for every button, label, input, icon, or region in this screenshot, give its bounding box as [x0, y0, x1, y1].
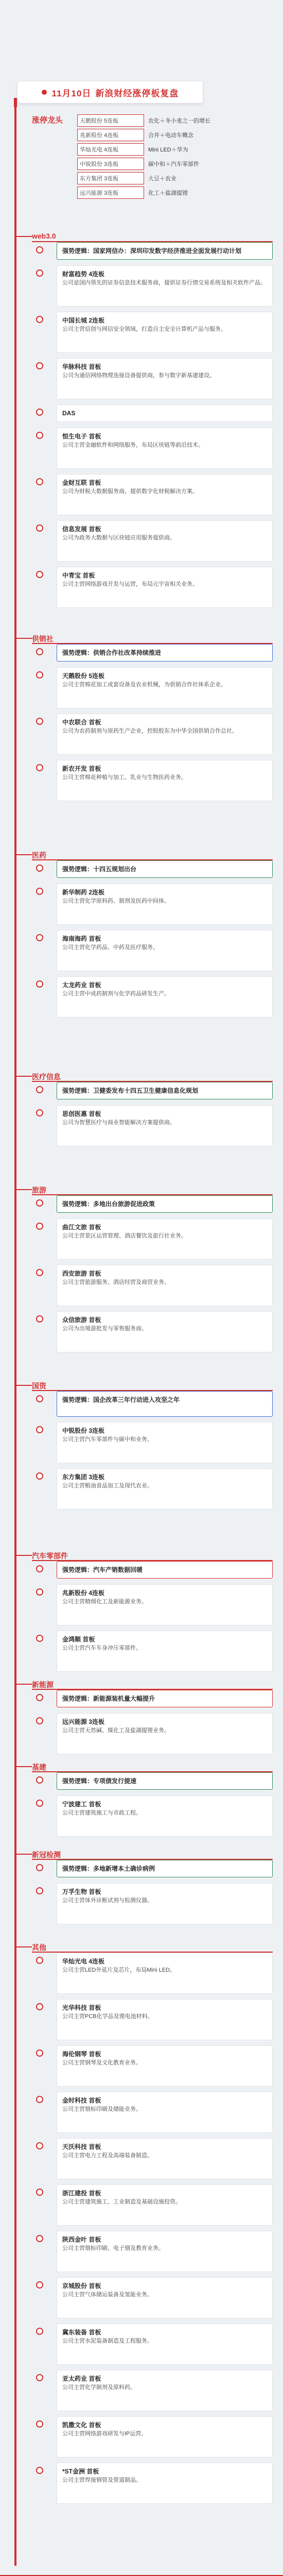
stock-card [57, 1265, 273, 1306]
card-title: 新农开发 首板 [62, 765, 101, 772]
card-node-icon [36, 2235, 43, 2242]
card-title: 冀东装备 首板 [62, 2329, 101, 2336]
stock-card [57, 1953, 273, 1994]
section-title: 基建 [32, 1763, 46, 1771]
overview-row [77, 172, 273, 185]
section-title: web3.0 [32, 232, 56, 240]
card-body: 公司主营金融软件和网络服务，布局区块链等前沿技术。 [62, 442, 204, 448]
stock-card [57, 567, 273, 608]
card-title: 金鸿顺 首板 [62, 1636, 95, 1643]
card-node-icon [36, 2096, 43, 2103]
card-node-icon [36, 2049, 43, 2057]
overview-row-value: 化工＋盐湖提锂 [148, 190, 188, 196]
stock-card [57, 474, 273, 515]
section-branch [16, 638, 32, 639]
card-title: 陕西金叶 首板 [62, 2236, 101, 2243]
stock-card [57, 1883, 273, 1924]
header-title: 新浪财经涨停板复盘 [95, 88, 179, 98]
card-node-icon [36, 1887, 43, 1894]
card-node-icon [36, 1199, 43, 1207]
overview-row [77, 158, 273, 171]
stock-card [57, 1795, 273, 1837]
card-title: 华灿光电 4连板 [62, 1958, 105, 1965]
stock-card [57, 1311, 273, 1352]
card-body: 公司主营化学制剂及原料药。 [62, 2384, 136, 2391]
stock-card [57, 1218, 273, 1260]
card-body: 公司主营化学原料药、制剂及医药中间体。 [62, 898, 170, 904]
card-title: 信息发展 首板 [62, 526, 101, 533]
card-node-icon [36, 1565, 43, 1572]
card-title: 强势逻辑：国家网信办：深圳印发数字经济推进全面发展行动计划 [62, 247, 242, 255]
section-title: 汽车零部件 [32, 1552, 68, 1560]
section-branch [16, 1766, 32, 1767]
stock-card [57, 2463, 273, 2504]
overview-row-value: 大豆＋农业 [148, 176, 176, 182]
card-node-icon [36, 2328, 43, 2335]
card-body: 公司主营精细化工及新能源业务。 [62, 1599, 147, 1605]
card-node-icon [36, 2467, 43, 2474]
card-body: 公司为农药制剂与原药生产企业，控股股东为中华全国供销合作总社。 [62, 728, 238, 734]
card-body: 公司主营PCB化学品及锂电池材料。 [62, 2013, 153, 2020]
card-body: 公司主营中成药制剂与化学药品研发生产。 [62, 991, 170, 997]
card-body: 公司主营烟标印刷、电子烟及教育业务。 [62, 2245, 164, 2251]
overview-row-value: 合并＋电动车概念 [148, 132, 193, 139]
card-node-icon [36, 980, 43, 988]
card-node-icon [36, 888, 43, 895]
overview-row [77, 187, 273, 200]
section-branch [16, 1189, 32, 1190]
card-body: 公司主营汽车零部件与碳中和业务。 [62, 1436, 153, 1443]
stock-card [57, 1631, 273, 1672]
card-body: 公司主营景区运营管理、酒店餐饮及旅行社业务。 [62, 1233, 187, 1239]
card-title: 光华科技 首板 [62, 2004, 101, 2011]
card-body: 公司主营粮油食品加工及现代农业。 [62, 1483, 153, 1489]
stock-card [57, 1772, 273, 1790]
overview-row-value: 农化＋冬小麦之一的增长 [148, 118, 210, 124]
card-title: 华脉科技 首板 [62, 363, 101, 370]
overview-row-label: 东方集团 3连板 [77, 172, 144, 184]
card-node-icon [36, 1864, 43, 1871]
card-node-icon [36, 1694, 43, 1701]
card-title: 新华制药 2连板 [62, 889, 105, 896]
card-title: 众信旅游 首板 [62, 1316, 101, 1324]
card-node-icon [36, 1800, 43, 1807]
card-body: 公司主营焊接钢管及管道制品。 [62, 2477, 142, 2483]
card-node-icon [36, 409, 43, 416]
card-node-icon [36, 2189, 43, 2196]
card-title: 天鹅股份 5连板 [62, 672, 105, 680]
card-body: 公司为财税大数据服务商，提供数字化财税解决方案。 [62, 488, 198, 495]
header-dot-icon [42, 90, 47, 95]
card-title: 亚太药业 首板 [62, 2375, 101, 2382]
card-node-icon [36, 1109, 43, 1116]
stock-card [57, 520, 273, 562]
stock-card [57, 644, 273, 662]
stock-card [57, 1584, 273, 1625]
card-body: 公司主营水泥装备制造及工程服务。 [62, 2338, 153, 2344]
overview-row-label: 华灿光电 4连板 [77, 143, 144, 156]
card-body: 公司为政务大数据与区块链应用服务提供商。 [62, 535, 175, 541]
card-node-icon [36, 2003, 43, 2010]
overview-row-label: 远兴能源 3连板 [77, 187, 144, 199]
overview-label: 涨停龙头 [32, 116, 63, 125]
card-title: 中青宝 首板 [62, 572, 95, 579]
stock-card [57, 2324, 273, 2365]
card-body: 公司主营棉花种植与加工、乳业与生物医药业务。 [62, 774, 187, 781]
card-body: 公司主营建筑施工与市政工程。 [62, 1810, 142, 1816]
card-node-icon [36, 1776, 43, 1784]
stock-card [57, 1195, 273, 1213]
card-title: 兆新股份 4连板 [62, 1589, 105, 1597]
card-body: 公司主营气体储运装备及氢能业务。 [62, 2292, 153, 2298]
card-node-icon [36, 269, 43, 277]
card-node-icon [36, 432, 43, 439]
overview-row-label: 天鹅股份 5连板 [77, 114, 144, 127]
section-title: 新冠检测 [32, 1851, 61, 1859]
card-title: 京城股份 首板 [62, 2282, 101, 2290]
stock-card [57, 312, 273, 353]
card-title: 远兴能源 3连板 [62, 1718, 105, 1725]
stock-card [57, 1999, 273, 2040]
section-branch [16, 1946, 32, 1947]
section-branch [16, 1076, 32, 1077]
card-body: 公司主营天然碱、煤化工及盐湖提锂业务。 [62, 1727, 170, 1734]
card-title: DAS [62, 410, 76, 417]
timeline-spine [14, 103, 16, 2566]
page-header [17, 81, 203, 103]
card-node-icon [36, 1957, 43, 1964]
card-body: 公司主营网络游戏开发与运营，布局元宇宙相关业务。 [62, 581, 198, 587]
card-title: 金财互联 首板 [62, 479, 101, 486]
card-title: 思创医惠 首板 [62, 1110, 101, 1117]
card-title: 中农联合 首板 [62, 719, 101, 726]
card-title: 强势逻辑：卫健委发布十四五卫生健康信息化规划 [62, 1087, 199, 1094]
stock-card [57, 2138, 273, 2179]
card-body: 公司主营LED外延片及芯片，布局Mini LED。 [62, 1967, 176, 1973]
card-title: 中锐股份 3连板 [62, 1427, 105, 1434]
section-branch [16, 236, 32, 237]
card-node-icon [36, 718, 43, 725]
card-body: 公司主营棉花加工成套设备及农业机械，为供销合作社体系企业。 [62, 682, 226, 688]
stock-card [57, 2092, 273, 2133]
card-title: 金时科技 首板 [62, 2097, 101, 2104]
card-title: 强势逻辑：多地出台旅游促进政策 [62, 1200, 155, 1208]
card-title: 中国长城 2连板 [62, 317, 105, 324]
overview-row [77, 114, 273, 128]
card-node-icon [36, 1426, 43, 1433]
card-node-icon [36, 1635, 43, 1642]
card-body: 公司主营建筑施工、工业制造及基础设施投资。 [62, 2199, 181, 2205]
card-node-icon [36, 648, 43, 655]
overview-row [77, 143, 273, 157]
stock-card [57, 760, 273, 801]
stock-card [57, 265, 273, 307]
stock-card [57, 2370, 273, 2411]
card-title: 强势逻辑：多地新增本土确诊病例 [62, 1865, 155, 1872]
overview-row-value: 碳中和＋汽车零部件 [148, 161, 199, 167]
stock-card [57, 2184, 273, 2226]
card-body: 公司主营旅游服务、酒店经营及商贸业务。 [62, 1279, 170, 1285]
stock-card [57, 1391, 273, 1417]
card-node-icon [36, 1223, 43, 1230]
section-branch [16, 1555, 32, 1556]
stock-card [57, 1082, 273, 1099]
stock-card [57, 884, 273, 925]
card-body: 公司主营化学药品、中药及医疗服务。 [62, 944, 158, 951]
card-title: 曲江文旅 首板 [62, 1224, 101, 1231]
card-title: 天沃科技 首板 [62, 2143, 101, 2150]
section-branch [16, 1854, 32, 1855]
card-node-icon [36, 671, 43, 679]
stock-card [57, 930, 273, 971]
card-title: 海伦钢琴 首板 [62, 2050, 101, 2058]
stock-card [57, 2231, 273, 2272]
card-title: 万孚生物 首板 [62, 1888, 101, 1895]
card-title: 西安旅游 首板 [62, 1270, 101, 1277]
card-title: 浙江建投 首板 [62, 2190, 101, 2197]
section-title: 医药 [32, 851, 46, 859]
stock-card [57, 860, 273, 878]
stock-card [57, 2416, 273, 2458]
stock-card [57, 1468, 273, 1510]
card-node-icon [36, 1588, 43, 1596]
overview-row-label: 中锐股份 3连板 [77, 158, 144, 170]
card-title: 海南海药 首板 [62, 935, 101, 942]
stock-card [57, 404, 273, 422]
card-node-icon [36, 1315, 43, 1323]
section-title: 国资 [32, 1382, 46, 1390]
card-body: 公司主营烟标印刷及储能业务。 [62, 2106, 142, 2112]
card-node-icon [36, 478, 43, 485]
card-node-icon [36, 1717, 43, 1724]
card-body: 公司主营体外诊断试剂与检测仪器。 [62, 1897, 153, 1904]
card-node-icon [36, 865, 43, 872]
card-node-icon [36, 2420, 43, 2428]
card-title: *ST金洲 首板 [62, 2468, 99, 2475]
card-body: 公司为智慧医疗与商业智能解决方案提供商。 [62, 1120, 175, 1126]
stock-card [57, 1690, 273, 1707]
overview-row-value: Mini LED＋华为 [148, 147, 188, 153]
stock-card [57, 976, 273, 1018]
section-branch [16, 1385, 32, 1386]
card-title: 太龙药业 首板 [62, 981, 101, 989]
section-title: 供销社 [32, 635, 54, 643]
card-body: 公司主营汽车车身冲压零部件。 [62, 1645, 142, 1651]
card-node-icon [36, 316, 43, 323]
stock-card [57, 1713, 273, 1754]
card-title: 宁波建工 首板 [62, 1801, 101, 1808]
card-title: 恒生电子 首板 [62, 433, 101, 440]
header-date: 11月10日 [51, 88, 92, 98]
card-node-icon [36, 362, 43, 369]
card-title: 凯撒文化 首板 [62, 2421, 101, 2429]
section-title: 新能源 [32, 1681, 54, 1689]
card-node-icon [36, 934, 43, 941]
card-title: 强势逻辑：汽车产销数据回暖 [62, 1566, 143, 1573]
card-title: 强势逻辑：专项债发行提速 [62, 1777, 137, 1785]
card-title: 财富趋势 4连板 [62, 270, 105, 278]
section-branch [16, 854, 32, 855]
card-node-icon [36, 764, 43, 771]
stock-card [57, 358, 273, 399]
card-node-icon [36, 524, 43, 532]
card-body: 公司主营电力工程及高端装备制造。 [62, 2153, 153, 2159]
card-node-icon [36, 571, 43, 578]
stock-card [57, 714, 273, 755]
card-title: 强势逻辑：十四五规划出台 [62, 866, 137, 873]
card-body: 公司主营钢琴及文化教育业务。 [62, 2060, 142, 2066]
card-body: 公司是国内领先的证券信息技术服务商，提供证券行情交易系统及相关软件产品。 [62, 280, 266, 286]
card-body: 公司为通信网络物理连接设备提供商，参与数字新基建建设。 [62, 372, 215, 379]
card-node-icon [36, 2374, 43, 2381]
stock-card [57, 667, 273, 708]
card-node-icon [36, 2281, 43, 2289]
card-body: 公司为出境游批发与零售服务商。 [62, 1326, 147, 1332]
overview-row-label: 兆新股份 4连板 [77, 129, 144, 141]
card-title: 东方集团 3连板 [62, 1473, 105, 1481]
stock-card [57, 428, 273, 469]
card-node-icon [36, 246, 43, 253]
card-title: 强势逻辑：供销合作社改革持续推进 [62, 649, 162, 656]
stock-card [57, 1860, 273, 1877]
card-body: 公司主营信创与网信安全领域，打造自主安全计算机产品与服务。 [62, 326, 226, 332]
card-node-icon [36, 1269, 43, 1276]
card-title: 强势逻辑：国企改革三年行动进入攻坚之年 [62, 1396, 180, 1403]
stock-card [57, 2277, 273, 2318]
card-title: 强势逻辑：新能源装机量大幅提升 [62, 1695, 155, 1702]
card-node-icon [36, 2142, 43, 2149]
stock-card [57, 1422, 273, 1463]
section-title: 旅游 [32, 1186, 46, 1194]
stock-card [57, 2045, 273, 2087]
stock-card [57, 1561, 273, 1579]
card-body: 公司主营网络游戏研发与IP运营。 [62, 2431, 147, 2437]
section-title: 其他 [32, 1943, 46, 1952]
card-node-icon [36, 1086, 43, 1093]
section-branch [16, 1684, 32, 1685]
section-title: 医疗信息 [32, 1073, 61, 1081]
card-node-icon [36, 1472, 43, 1480]
stock-card [57, 1105, 273, 1146]
stock-card [57, 242, 273, 260]
card-node-icon [36, 1395, 43, 1402]
overview-row [77, 129, 273, 142]
